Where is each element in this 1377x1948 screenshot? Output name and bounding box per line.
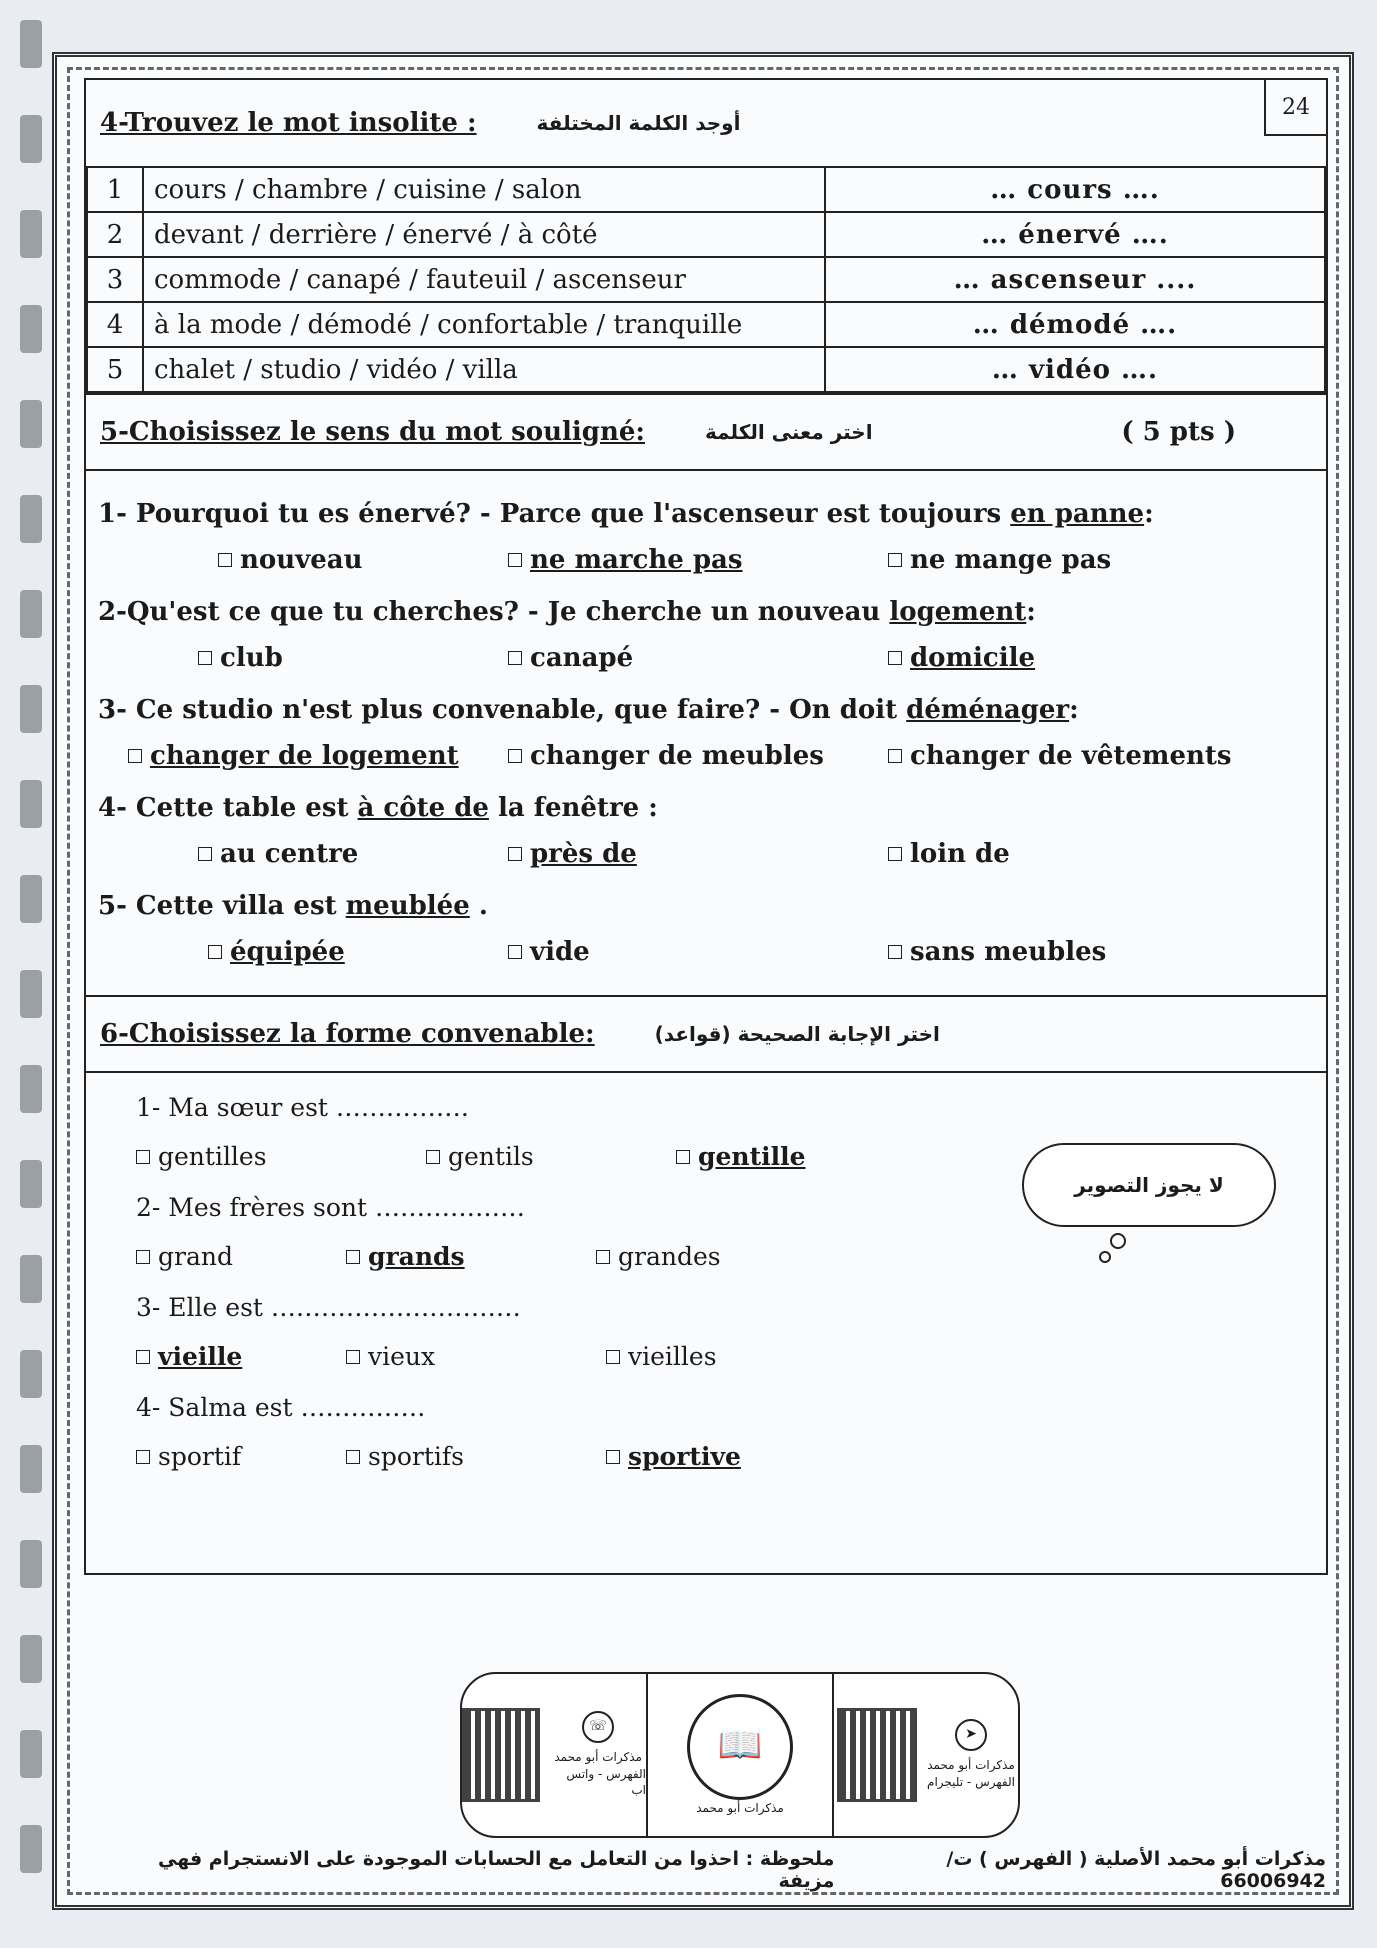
option-label: vide xyxy=(530,937,590,967)
option-row xyxy=(136,1242,1326,1271)
section-6-title-ar: اختر الإجابة الصحيحة (قواعد) xyxy=(654,1022,940,1046)
section-6-title: 6-Choisissez la forme convenable: xyxy=(100,1019,595,1049)
table-row xyxy=(87,212,1325,257)
checkbox-icon[interactable] xyxy=(888,553,902,567)
option-row xyxy=(136,1342,1326,1371)
section-4-title-ar: أوجد الكلمة المختلفة xyxy=(536,111,741,135)
checkbox-icon[interactable] xyxy=(888,847,902,861)
section-5-title: 5-Choisissez le sens du mot souligné: xyxy=(100,417,645,447)
option-label: club xyxy=(220,643,283,673)
checkbox-icon[interactable] xyxy=(426,1150,440,1164)
binding-hole xyxy=(20,1540,42,1588)
grammar-question: 4- Salma est …………… xyxy=(136,1393,426,1422)
binding-hole xyxy=(20,305,42,353)
row-items: devant / derrière / énervé / à côté xyxy=(143,212,825,257)
option-row xyxy=(98,839,1314,869)
answer-option[interactable] xyxy=(676,1142,806,1171)
row-answer[interactable]: … démodé …. xyxy=(825,302,1325,347)
checkbox-icon[interactable] xyxy=(136,1350,150,1364)
answer-option[interactable] xyxy=(136,1442,346,1471)
checkbox-icon[interactable] xyxy=(136,1150,150,1164)
checkbox-icon[interactable] xyxy=(346,1350,360,1364)
binding-hole xyxy=(20,685,42,733)
section-5-title-ar: اختر معنى الكلمة xyxy=(705,420,873,444)
question-end: la fenêtre : xyxy=(488,793,658,823)
binding-hole xyxy=(20,1065,42,1113)
underlined-word: déménager xyxy=(906,695,1070,725)
binding-hole xyxy=(20,1445,42,1493)
binding-hole xyxy=(20,590,42,638)
checkbox-icon[interactable] xyxy=(888,749,902,763)
answer-option[interactable] xyxy=(606,1342,717,1371)
checkbox-icon[interactable] xyxy=(346,1450,360,1464)
question xyxy=(98,695,1314,725)
whatsapp-icon: ☏ xyxy=(582,1711,614,1743)
row-answer[interactable]: … cours …. xyxy=(825,167,1325,212)
whatsapp-block[interactable] xyxy=(462,1674,648,1836)
option-label: gentils xyxy=(448,1142,534,1171)
option-label: grand xyxy=(158,1242,233,1271)
footer-contact-box xyxy=(460,1672,1020,1838)
option-label: grands xyxy=(368,1242,465,1271)
row-items: chalet / studio / vidéo / villa xyxy=(143,347,825,392)
answer-option[interactable] xyxy=(888,937,1106,967)
question-end: . xyxy=(469,891,488,921)
grammar-question: 2- Mes frères sont ……………… xyxy=(136,1193,525,1222)
answer-option[interactable] xyxy=(606,1442,741,1471)
section-5 xyxy=(84,395,1328,997)
question-text: 3- Ce studio n'est plus convenable, que faire? - On doit xyxy=(98,695,907,725)
checkbox-icon[interactable] xyxy=(198,847,212,861)
checkbox-icon[interactable] xyxy=(136,1450,150,1464)
question-end: : xyxy=(1069,695,1079,725)
section-4 xyxy=(84,78,1328,395)
answer-option[interactable] xyxy=(208,937,508,967)
answer-option[interactable] xyxy=(218,545,508,575)
answer-option[interactable] xyxy=(346,1242,596,1271)
row-items: cours / chambre / cuisine / salon xyxy=(143,167,825,212)
option-label: gentille xyxy=(698,1142,806,1171)
option-label: grandes xyxy=(618,1242,721,1271)
no-photo-cloud: لا يجوز التصوير xyxy=(1022,1143,1276,1227)
checkbox-icon[interactable] xyxy=(346,1250,360,1264)
table-row xyxy=(87,302,1325,347)
binding-hole xyxy=(20,20,42,68)
answer-option[interactable] xyxy=(346,1442,606,1471)
row-number: 5 xyxy=(87,347,143,392)
warning-note: ملحوظة : احذوا من التعامل مع الحسابات الموجودة على الانستجرام فهي مزيفة xyxy=(157,1848,835,1892)
question-text: 2-Qu'est ce que tu cherches? - Je cherche un nouveau xyxy=(98,597,890,627)
answer-option[interactable] xyxy=(508,839,888,869)
option-label: canapé xyxy=(530,643,634,673)
answer-option[interactable] xyxy=(596,1242,721,1271)
question xyxy=(98,891,1314,921)
checkbox-icon[interactable] xyxy=(208,945,222,959)
option-row xyxy=(136,1442,1326,1471)
checkbox-icon[interactable] xyxy=(508,847,522,861)
question-end: : xyxy=(1026,597,1036,627)
checkbox-icon[interactable] xyxy=(508,749,522,763)
question-end: : xyxy=(1144,499,1154,529)
checkbox-icon[interactable] xyxy=(508,945,522,959)
telegram-qr-icon xyxy=(837,1708,917,1802)
original-notes-phone: مذكرات أبو محمد الأصلية ( الفهرس ) ت/ 66006942 xyxy=(946,1848,1326,1892)
checkbox-icon[interactable] xyxy=(128,749,142,763)
binding-hole xyxy=(20,1730,42,1778)
question-text: 4- Cette table est xyxy=(98,793,358,823)
row-answer[interactable]: … vidéo …. xyxy=(825,347,1325,392)
option-row xyxy=(98,741,1314,771)
option-label: ne mange pas xyxy=(910,545,1112,575)
option-label: sans meubles xyxy=(910,937,1107,967)
option-label: équipée xyxy=(230,937,345,967)
telegram-line2: الفهرس - تليجرام xyxy=(927,1775,1015,1789)
table-row xyxy=(87,347,1325,392)
checkbox-icon[interactable] xyxy=(888,945,902,959)
question-text: 1- Pourquoi tu es énervé? - Parce que l'ascenseur est toujours xyxy=(98,499,1011,529)
option-label: changer de logement xyxy=(150,741,459,771)
binding-hole xyxy=(20,1825,42,1873)
question xyxy=(98,499,1314,529)
book-logo-icon: 📖 xyxy=(687,1694,793,1800)
option-label: domicile xyxy=(910,643,1036,673)
whatsapp-line2: الفهرس - واتس اب xyxy=(566,1766,646,1798)
table-row xyxy=(87,167,1325,212)
option-label: sportifs xyxy=(368,1442,464,1471)
row-items: commode / canapé / fauteuil / ascenseur xyxy=(143,257,825,302)
underlined-word: en panne xyxy=(1010,499,1145,529)
row-number: 2 xyxy=(87,212,143,257)
option-label: changer de vêtements xyxy=(910,741,1232,771)
answer-option[interactable] xyxy=(888,545,1111,575)
binding-hole xyxy=(20,970,42,1018)
checkbox-icon[interactable] xyxy=(606,1450,620,1464)
logo-text: مذكرات أبو محمد xyxy=(696,1800,784,1815)
checkbox-icon[interactable] xyxy=(218,553,232,567)
section-5-points: ( 5 pts ) xyxy=(1121,417,1236,447)
answer-option[interactable] xyxy=(508,643,888,673)
checkbox-icon[interactable] xyxy=(676,1150,690,1164)
option-label: sportive xyxy=(628,1442,741,1471)
row-items: à la mode / démodé / confortable / tranquille xyxy=(143,302,825,347)
answer-option[interactable] xyxy=(136,1342,346,1371)
answer-option[interactable] xyxy=(198,643,508,673)
section-4-title: 4-Trouvez le mot insolite : xyxy=(100,108,477,138)
answer-option[interactable] xyxy=(888,741,1232,771)
section-5-header xyxy=(86,395,1326,471)
row-answer[interactable]: … ascenseur .... xyxy=(825,257,1325,302)
binding-hole xyxy=(20,115,42,163)
checkbox-icon[interactable] xyxy=(508,553,522,567)
binding-hole xyxy=(20,210,42,258)
page-number: 24 xyxy=(1264,78,1328,136)
option-label: sportif xyxy=(158,1442,242,1471)
binding-hole xyxy=(20,495,42,543)
telegram-line1: مذكرات أبو محمد xyxy=(927,1758,1015,1773)
option-row xyxy=(98,643,1314,673)
underlined-word: logement xyxy=(889,597,1027,627)
telegram-icon: ➤ xyxy=(955,1719,987,1751)
answer-option[interactable] xyxy=(426,1142,676,1171)
section-6-header xyxy=(86,997,1326,1073)
binding-holes xyxy=(20,20,46,1940)
option-row xyxy=(98,545,1314,575)
whatsapp-line1: مذكرات أبو محمد xyxy=(554,1749,642,1764)
question-text: 5- Cette villa est xyxy=(98,891,346,921)
checkbox-icon[interactable] xyxy=(198,651,212,665)
binding-hole xyxy=(20,1160,42,1208)
option-label: vieilles xyxy=(628,1342,717,1371)
answer-option[interactable] xyxy=(346,1342,606,1371)
binding-hole xyxy=(20,1350,42,1398)
option-row xyxy=(98,937,1314,967)
section-6 xyxy=(84,997,1328,1575)
question xyxy=(98,793,1314,823)
underlined-word: à côte de xyxy=(357,793,489,823)
option-label: gentilles xyxy=(158,1142,267,1171)
answer-option[interactable] xyxy=(198,839,508,869)
checkbox-icon[interactable] xyxy=(508,651,522,665)
telegram-block[interactable] xyxy=(834,1674,1018,1836)
binding-hole xyxy=(20,400,42,448)
binding-hole xyxy=(20,780,42,828)
row-number: 4 xyxy=(87,302,143,347)
section-6-questions xyxy=(86,1073,1326,1573)
option-label: près de xyxy=(530,839,637,869)
checkbox-icon[interactable] xyxy=(606,1350,620,1364)
row-number: 3 xyxy=(87,257,143,302)
checkbox-icon[interactable] xyxy=(888,651,902,665)
option-label: loin de xyxy=(910,839,1010,869)
logo-block xyxy=(648,1674,834,1836)
binding-hole xyxy=(20,1255,42,1303)
option-label: nouveau xyxy=(240,545,363,575)
whatsapp-qr-icon xyxy=(462,1708,540,1802)
binding-hole xyxy=(20,875,42,923)
option-label: vieux xyxy=(368,1342,436,1371)
option-label: au centre xyxy=(220,839,359,869)
section-4-header xyxy=(86,80,1326,166)
option-label: changer de meubles xyxy=(530,741,824,771)
answer-option[interactable] xyxy=(508,545,888,575)
option-label: ne marche pas xyxy=(530,545,743,575)
underlined-word: meublée xyxy=(345,891,470,921)
binding-hole xyxy=(20,1635,42,1683)
answer-option[interactable] xyxy=(508,937,888,967)
checkbox-icon[interactable] xyxy=(596,1250,610,1264)
answer-option[interactable] xyxy=(888,839,1010,869)
section-5-questions xyxy=(86,471,1326,995)
odd-word-table xyxy=(86,166,1326,393)
option-label: vieille xyxy=(158,1342,243,1371)
answer-option[interactable] xyxy=(508,741,888,771)
bottom-notes xyxy=(96,1848,1326,1892)
answer-option[interactable] xyxy=(136,1242,346,1271)
question xyxy=(98,597,1314,627)
row-number: 1 xyxy=(87,167,143,212)
grammar-question: 1- Ma sœur est ……………. xyxy=(136,1093,469,1122)
grammar-question: 3- Elle est ………………………… xyxy=(136,1293,521,1322)
answer-option[interactable] xyxy=(136,1142,426,1171)
worksheet-content xyxy=(84,78,1328,1575)
answer-option[interactable] xyxy=(888,643,1035,673)
row-answer[interactable]: … énervé …. xyxy=(825,212,1325,257)
checkbox-icon[interactable] xyxy=(136,1250,150,1264)
answer-option[interactable] xyxy=(128,741,508,771)
table-row xyxy=(87,257,1325,302)
